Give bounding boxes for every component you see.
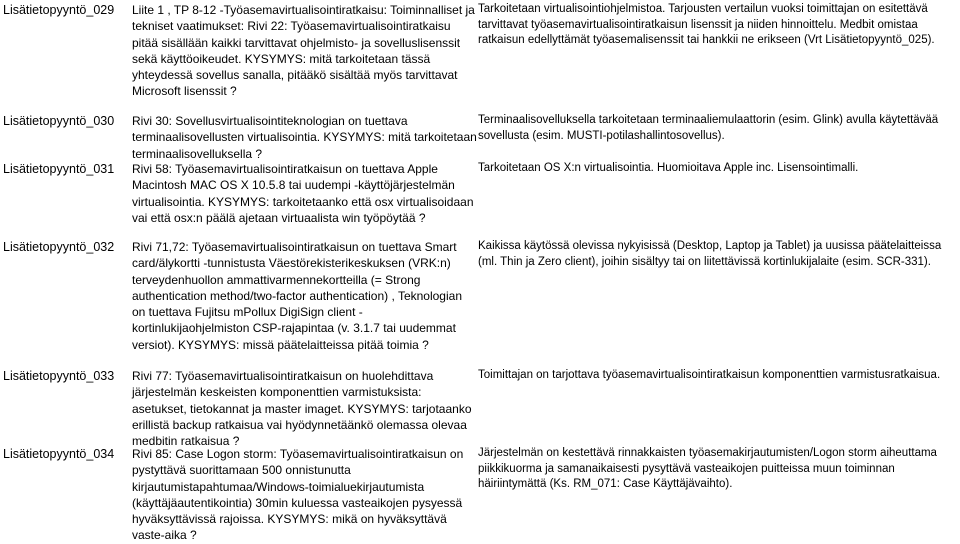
answer-text: Tarkoitetaan OS X:n virtualisointia. Huomioitava Apple inc. Lisensointimalli.	[478, 162, 859, 174]
request-id: Lisätietopyyntö_032	[3, 240, 115, 254]
question-cell	[132, 2, 477, 100]
question-cell	[132, 161, 477, 226]
answer-text: Toimittajan on tarjottava työasemavirtualisointiratkaisun komponenttien varmistusratkaisua.	[478, 369, 941, 381]
answer-cell	[478, 113, 956, 144]
question-text: Liite 1 , TP 8-12 -Työasemavirtualisointiratkaisu: Toiminnalliset ja tekniset vaatimukset: Rivi 22: Työasemavirtualisointiratkaisu pitää sisällään kaikki tarvittavat ohjelmisto- ja sovelluslisenssit sekä käyttöoikeudet. KYSYMYS: mitä tarkoitetaan tässä yhteydessä sovellus sanalla, pitääkö sisältää myös tarvittavat Microsoft lisenssit ?	[132, 3, 475, 99]
request-id: Lisätietopyyntö_034	[3, 447, 115, 461]
answer-cell	[478, 368, 956, 384]
request-id: Lisätietopyyntö_030	[3, 114, 115, 128]
answer-cell	[478, 446, 956, 493]
answer-text: Tarkoitetaan virtualisointiohjelmistoa. Tarjousten vertailun vuoksi toimittajan on esitettävä tarvittavat työasemavirtualisointiratkaisun lisenssit ja niiden hinnoittelu. Medbit omistaa ratkaisun edellyttämät työasemalisenssit tai hankkii ne erikseen (Vrt Lisätietopyyntö_025).	[478, 3, 935, 46]
answer-cell	[478, 2, 956, 49]
request-id: Lisätietopyyntö_031	[3, 162, 115, 176]
question-text: Rivi 85: Case Logon storm: Työasemavirtualisointiratkaisun on pystyttävä suorittamaan 500 onnistunutta kirjautumistapahtumaa/Windows-toimialuekirjautumista (käyttäjäautentikointia) 30min kuluessa vasteaikojen pysyessä hyväksyttävissä rajoissa. KYSYMYS: mikä on hyväksyttävä vaste-aika ?	[132, 447, 464, 543]
answer-text: Järjestelmän on kestettävä rinnakkaisten työasemakirjautumisten/Logon storm aiheuttama piikkikuorma ja samanaikaisesti pysyttävä vasteaikojen puitteissa muun toiminnan häiriintymättä (Ks. RM_071: Case Käyttäjävaihto).	[478, 447, 937, 490]
answer-cell	[478, 161, 956, 177]
answer-text: Kaikissa käytössä olevissa nykyisissä (Desktop, Laptop ja Tablet) ja uusissa päätelaitteissa (ml. Thin ja Zero client), joihin sisältyy tai on liitettävissä kortinlukijalaite (esim. SCR-331).	[478, 240, 942, 268]
question-cell	[132, 368, 477, 449]
question-text: Rivi 77: Työasemavirtualisointiratkaisun on huolehdittava järjestelmän keskeisten komponenttien varmistuksista: asetukset, tietokannat ja master imaget. KYSYMYS: tarjotaanko erillistä backup ratkaisua vai hyödynnetäänkö olemassa olevaa medbitin ratkaisua ?	[132, 369, 472, 449]
question-text: Rivi 30: Sovellusvirtualisointiteknologian on tuettava terminaalisovellusten virtualisointia. KYSYMYS: mitä tarkoitetaan terminaalisovelluksella ?	[132, 114, 477, 161]
question-cell	[132, 239, 477, 353]
request-id: Lisätietopyyntö_033	[3, 369, 115, 383]
request-id: Lisätietopyyntö_029	[3, 3, 115, 17]
answer-cell	[478, 239, 956, 270]
question-text: Rivi 58: Työasemavirtualisointiratkaisun on tuettava Apple Macintosh MAC OS X 10.5.8 tai uudempi -käyttöjärjestelmän virtualisointia. KYSYMYS: tarkoitetaanko että osx virtualisoidaan vai että osx:n päälä ajetaan virtuaalista win työpöytää ?	[132, 162, 474, 225]
question-cell	[132, 446, 477, 544]
question-cell	[132, 113, 477, 162]
question-text: Rivi 71,72: Työasemavirtualisointiratkaisun on tuettava Smart card/älykortti -tunnistusta Väestörekisterikeskuksen (VRK:n) terveydenhuollon ammattivarmennekortteilla (= Strong authentication method/two-factor authentication) , Teknologian on tuettava Fujitsu mPollux DigiSign client -kortinlukijaohjelmiston CSP-rajapintaa (v. 3.1.7 tai uudemmat versiot). KYSYMYS: missä päätelaitteissa pitää toimia ?	[132, 240, 462, 352]
answer-text: Terminaalisovelluksella tarkoitetaan terminaaliemulaattorin (esim. Glink) avulla käytettävää sovellusta (esim. MUSTI-potilashallintosovellus).	[478, 114, 939, 142]
